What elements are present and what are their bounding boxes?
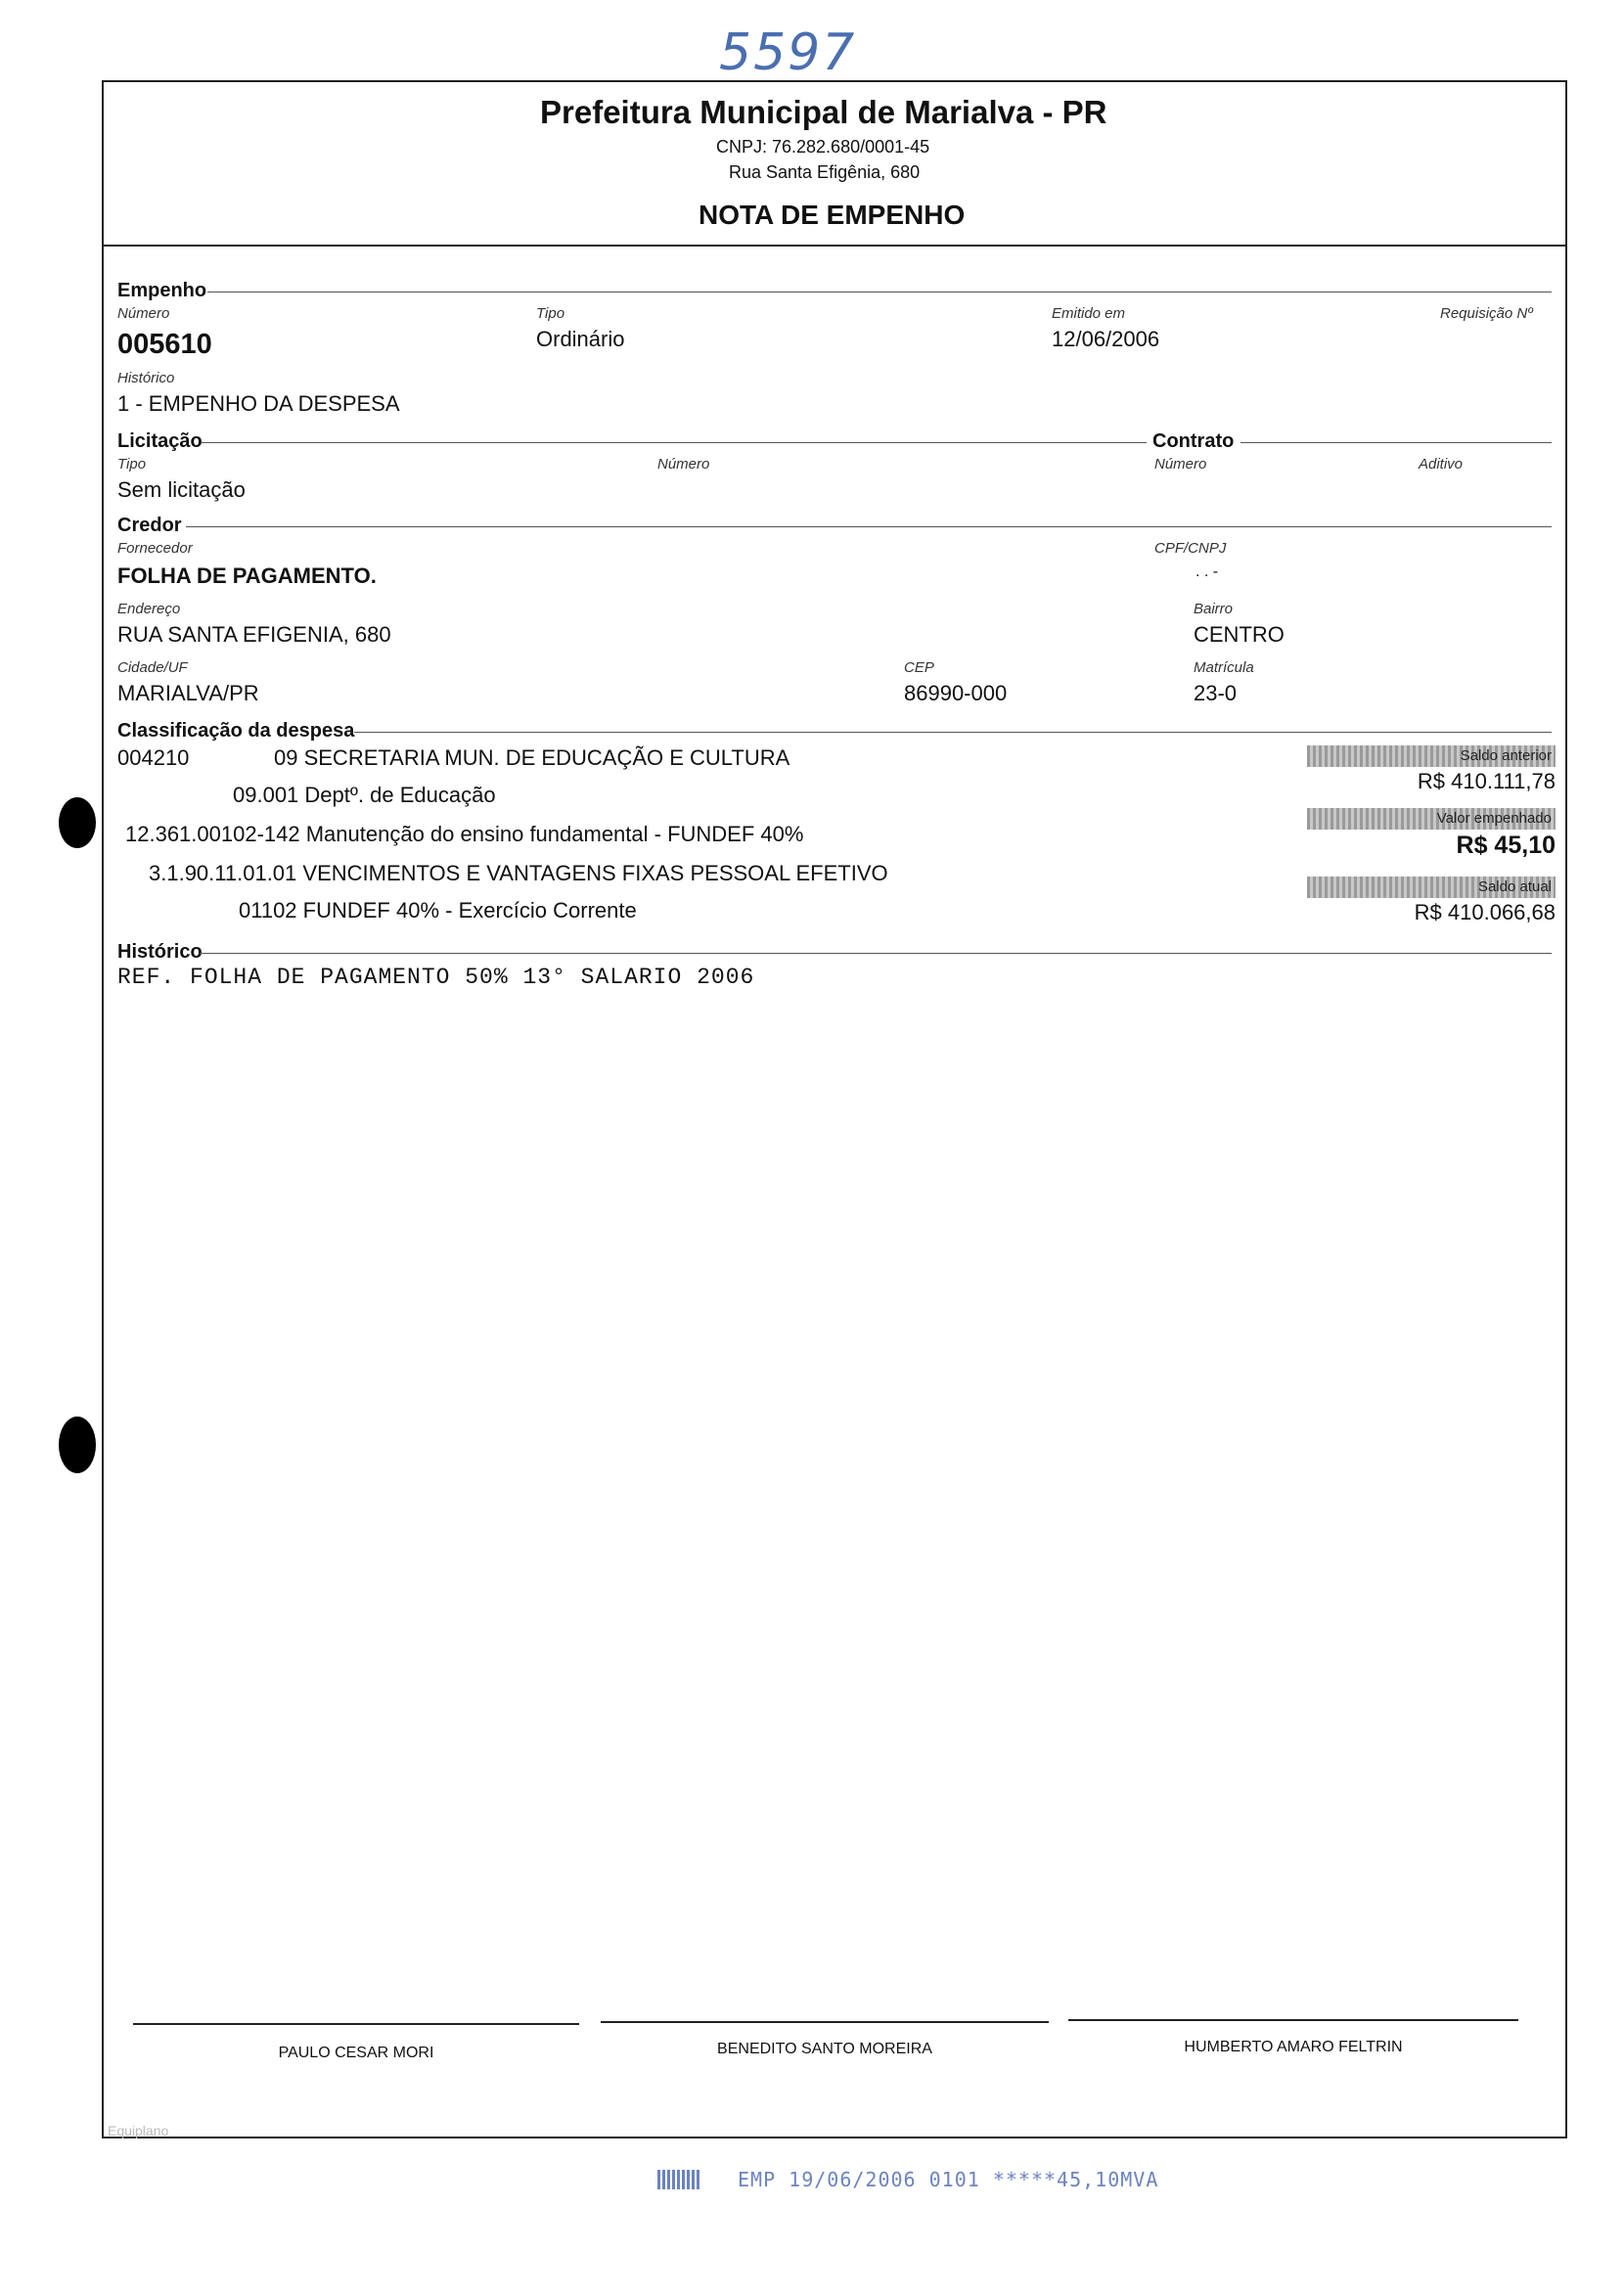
matricula-label: Matrícula	[1194, 659, 1254, 676]
cidade-label: Cidade/UF	[117, 659, 188, 676]
endereco-label: Endereço	[117, 601, 181, 617]
document-title: NOTA DE EMPENHO	[699, 200, 966, 230]
tipo-value: Ordinário	[536, 327, 625, 351]
credor-rule	[186, 526, 1552, 527]
fornecedor-label: Fornecedor	[117, 540, 193, 557]
punch-hole-bottom	[59, 1417, 96, 1473]
software-watermark: Equiplano	[108, 2123, 169, 2138]
requisicao-label: Requisição Nº	[1440, 305, 1533, 322]
cpf-value: . . -	[1195, 563, 1219, 580]
historico-rule	[200, 953, 1552, 954]
document-frame	[102, 80, 1567, 2138]
header-divider	[102, 245, 1565, 247]
valor-empenhado-label: Valor empenhado	[1307, 808, 1556, 830]
valor-empenhado-value: R$ 45,10	[1456, 832, 1556, 859]
page-title: Prefeitura Municipal de Marialva - PR	[540, 94, 1107, 130]
signature-line-2	[601, 2021, 1049, 2023]
classificacao-rule	[354, 732, 1552, 733]
historico-text: REF. FOLHA DE PAGAMENTO 50% 13° SALARIO 2006	[117, 965, 755, 990]
section-historico: Histórico	[117, 941, 203, 963]
empenho-number: 005610	[117, 329, 212, 360]
licitacao-tipo-value: Sem licitação	[117, 477, 246, 502]
section-contrato: Contrato	[1152, 430, 1235, 452]
classificacao-line-3: 12.361.00102-142 Manutenção do ensino fundamental - FUNDEF 40%	[125, 822, 804, 846]
licitacao-tipo-label: Tipo	[117, 456, 147, 472]
endereco-value: RUA SANTA EFIGENIA, 680	[117, 622, 391, 647]
cidade-value: MARIALVA/PR	[117, 681, 259, 705]
numero-label: Número	[117, 305, 170, 322]
signature-name-1: PAULO CESAR MORI	[278, 2045, 434, 2061]
classificacao-line-2: 09.001 Deptº. de Educação	[233, 783, 496, 807]
bairro-label: Bairro	[1194, 601, 1234, 617]
historico-label: Histórico	[117, 370, 175, 386]
cep-value: 86990-000	[904, 681, 1008, 705]
emitido-label: Emitido em	[1052, 305, 1126, 322]
footer-stamp: EMP 19/06/2006 0101 *****45,10MVA	[738, 2168, 1159, 2191]
classificacao-line-5: 01102 FUNDEF 40% - Exercício Corrente	[239, 898, 637, 922]
section-empenho: Empenho	[117, 280, 207, 301]
address-text: Rua Santa Efigênia, 680	[729, 162, 921, 182]
bairro-value: CENTRO	[1194, 622, 1285, 647]
section-classificacao: Classificação da despesa	[117, 720, 355, 742]
signature-line-3	[1068, 2019, 1518, 2021]
classificacao-line-4: 3.1.90.11.01.01 VENCIMENTOS E VANTAGENS FIXAS PESSOAL EFETIVO	[149, 861, 888, 885]
barcode-icon	[657, 2170, 700, 2189]
matricula-value: 23-0	[1194, 681, 1238, 705]
saldo-anterior-value: R$ 410.111,78	[1417, 769, 1556, 793]
fornecedor-value: FOLHA DE PAGAMENTO.	[117, 563, 377, 588]
classificacao-code: 004210	[117, 745, 190, 770]
contrato-numero-label: Número	[1154, 456, 1207, 472]
saldo-atual-label: Saldo atual	[1307, 877, 1556, 898]
contrato-aditivo-label: Aditivo	[1419, 456, 1464, 472]
emitido-value: 12/06/2006	[1052, 327, 1160, 351]
section-licitacao: Licitação	[117, 430, 203, 452]
cep-label: CEP	[904, 659, 934, 676]
cpf-label: CPF/CNPJ	[1154, 540, 1227, 557]
punch-hole-top	[59, 797, 96, 848]
licitacao-rule	[202, 442, 1147, 443]
historico-value: 1 - EMPENHO DA DESPESA	[117, 391, 400, 416]
tipo-label: Tipo	[536, 305, 565, 322]
signature-name-2: BENEDITO SANTO MOREIRA	[717, 2041, 932, 2057]
licitacao-numero-label: Número	[657, 456, 710, 472]
section-credor: Credor	[117, 515, 182, 536]
cnpj-text: CNPJ: 76.282.680/0001-45	[716, 137, 930, 157]
saldo-anterior-label: Saldo anterior	[1307, 745, 1556, 767]
classificacao-line-1: 09 SECRETARIA MUN. DE EDUCAÇÃO E CULTURA	[274, 745, 790, 770]
signature-name-3: HUMBERTO AMARO FELTRIN	[1184, 2039, 1403, 2055]
saldo-atual-value: R$ 410.066,68	[1414, 900, 1556, 924]
signature-line-1	[133, 2023, 579, 2025]
handwritten-page-number: 5597	[719, 23, 857, 82]
contrato-rule	[1241, 442, 1552, 443]
